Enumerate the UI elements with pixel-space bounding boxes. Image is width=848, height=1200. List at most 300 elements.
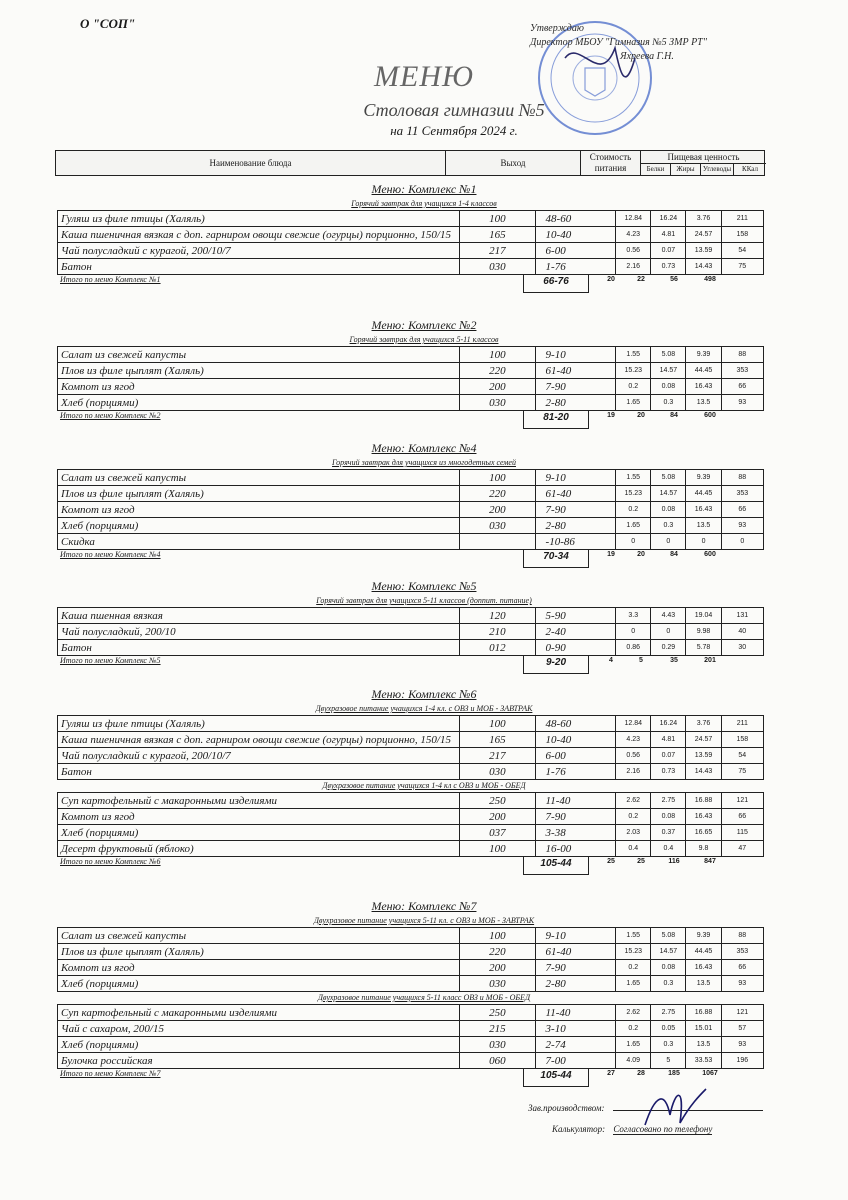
total-label: Итого по меню Комплекс №6: [60, 857, 161, 866]
kcal-value: 115: [721, 825, 763, 841]
dish-output: 030: [460, 518, 535, 534]
section-title: Меню: Комплекс №1: [371, 182, 477, 196]
protein-value: 1.65: [616, 976, 651, 992]
carbs-value: 16.43: [686, 809, 721, 825]
table-row: [58, 764, 764, 780]
dish-cost: 3-10: [535, 1021, 616, 1037]
dish-output: 030: [460, 764, 535, 780]
total-fat: 20: [637, 412, 645, 419]
carbs-value: 0: [686, 534, 721, 550]
dish-cost: 1-76: [535, 259, 616, 275]
table-row: [58, 809, 764, 825]
table-row: [58, 732, 764, 748]
carbs-value: 13.5: [686, 976, 721, 992]
dish-cost: -10-86: [535, 534, 616, 550]
dish-cost: 2-74: [535, 1037, 616, 1053]
kcal-value: 66: [721, 379, 763, 395]
page-title: МЕНЮ: [374, 60, 474, 93]
fat-value: 0.07: [651, 243, 686, 259]
carbs-value: 15.01: [686, 1021, 721, 1037]
protein-value: 1.55: [616, 470, 651, 486]
kcal-value: 88: [721, 347, 763, 363]
dish-name: Компот из ягод: [58, 502, 460, 518]
protein-value: 4.09: [616, 1053, 651, 1069]
kcal-value: 121: [721, 793, 763, 809]
dish-output: 200: [460, 502, 535, 518]
menu-section: [0, 181, 848, 293]
chief-label: Зав.производством:: [528, 1103, 605, 1113]
dish-output: 100: [460, 716, 535, 732]
menu-table: [57, 607, 764, 656]
dish-name: Каша пшенная вязкая: [58, 608, 460, 624]
kcal-value: 75: [721, 259, 763, 275]
total-protein: 25: [607, 858, 615, 865]
dish-output: 200: [460, 960, 535, 976]
group-subtitle: Двухразовое питание учащихся 1-4 кл. с ОВЗ и МОБ - ЗАВТРАК: [315, 704, 533, 713]
kcal-value: 131: [721, 608, 763, 624]
section-title: Меню: Комплекс №7: [371, 899, 477, 913]
table-row: [58, 944, 764, 960]
col-nutrition: [641, 151, 766, 175]
fat-value: 0.05: [651, 1021, 686, 1037]
table-row: [58, 1021, 764, 1037]
dish-cost: 7-90: [535, 379, 616, 395]
dish-output: [460, 534, 535, 550]
fat-value: 5.08: [651, 347, 686, 363]
dish-cost: 11-40: [535, 793, 616, 809]
dish-output: 250: [460, 793, 535, 809]
table-row: [58, 486, 764, 502]
col-output: Выход: [446, 151, 581, 175]
section-title: Меню: Комплекс №2: [371, 318, 477, 332]
menu-section: [0, 440, 848, 568]
dish-output: 210: [460, 624, 535, 640]
menu-section: [0, 317, 848, 429]
table-row: [58, 227, 764, 243]
group-subtitle: Горячий завтрак для учащихся 1-4 классов: [351, 199, 497, 208]
table-row: [58, 211, 764, 227]
total-fat: 28: [637, 1070, 645, 1077]
table-row: [58, 960, 764, 976]
total-label: Итого по меню Комплекс №4: [60, 550, 161, 559]
fat-value: 14.57: [651, 486, 686, 502]
dish-output: 250: [460, 1005, 535, 1021]
fat-value: 0.08: [651, 502, 686, 518]
dish-name: Хлеб (порциями): [58, 395, 460, 411]
total-label: Итого по меню Комплекс №1: [60, 275, 161, 284]
menu-table: [57, 927, 764, 992]
protein-value: 0.56: [616, 748, 651, 764]
fat-value: 14.57: [651, 363, 686, 379]
total-kcal: 600: [704, 551, 716, 558]
kcal-value: 54: [721, 748, 763, 764]
section-total: [0, 656, 848, 674]
dish-name: Каша пшеничная вязкая с доп. гарниром овощи свежие (огурцы) порционно, 150/15: [58, 227, 460, 243]
total-protein: 4: [609, 657, 613, 664]
dish-name: Плов из филе цыплят (Халяль): [58, 486, 460, 502]
dish-output: 220: [460, 486, 535, 502]
dish-name: Чай с сахаром, 200/15: [58, 1021, 460, 1037]
protein-value: 0.2: [616, 809, 651, 825]
dish-cost: 9-10: [535, 928, 616, 944]
menu-table: [57, 469, 764, 550]
fat-value: 0.73: [651, 764, 686, 780]
protein-value: 2.62: [616, 793, 651, 809]
kcal-value: 353: [721, 944, 763, 960]
total-cost: 105-44: [523, 857, 589, 875]
fat-value: 4.81: [651, 227, 686, 243]
dish-name: Салат из свежей капусты: [58, 928, 460, 944]
kcal-value: 158: [721, 227, 763, 243]
dish-cost: 2-40: [535, 624, 616, 640]
carbs-value: 13.5: [686, 1037, 721, 1053]
dish-output: 120: [460, 608, 535, 624]
protein-value: 0.86: [616, 640, 651, 656]
protein-value: 0.2: [616, 502, 651, 518]
total-protein: 20: [607, 276, 615, 283]
carbs-value: 13.5: [686, 395, 721, 411]
table-row: [58, 259, 764, 275]
calculator-value: Согласовано по телефону: [613, 1124, 713, 1134]
carbs-value: 13.59: [686, 243, 721, 259]
protein-value: 0.2: [616, 1021, 651, 1037]
dish-cost: 7-00: [535, 1053, 616, 1069]
carbs-value: 33.53: [686, 1053, 721, 1069]
total-kcal: 498: [704, 276, 716, 283]
table-row: [58, 793, 764, 809]
protein-value: 12.84: [616, 211, 651, 227]
carbs-value: 5.78: [686, 640, 721, 656]
col-fat: Жиры: [671, 163, 701, 175]
kcal-value: 93: [721, 1037, 763, 1053]
approval-line: Утверждаю: [530, 23, 584, 34]
carbs-value: 16.65: [686, 825, 721, 841]
dish-cost: 7-90: [535, 960, 616, 976]
carbs-value: 9.39: [686, 928, 721, 944]
dish-output: 100: [460, 470, 535, 486]
protein-value: 12.84: [616, 716, 651, 732]
menu-section: [0, 686, 848, 875]
dish-cost: 9-10: [535, 347, 616, 363]
kcal-value: 158: [721, 732, 763, 748]
fat-value: 4.43: [651, 608, 686, 624]
fat-value: 0: [651, 624, 686, 640]
dish-name: Батон: [58, 640, 460, 656]
dish-name: Салат из свежей капусты: [58, 470, 460, 486]
calculator-line: [552, 1124, 712, 1135]
dish-name: Каша пшеничная вязкая с доп. гарниром овощи свежие (огурцы) порционно, 150/15: [58, 732, 460, 748]
fat-value: 0.3: [651, 395, 686, 411]
protein-value: 0.2: [616, 379, 651, 395]
table-row: [58, 395, 764, 411]
dish-cost: 61-40: [535, 363, 616, 379]
menu-table: [57, 792, 764, 857]
dish-name: Хлеб (порциями): [58, 825, 460, 841]
fat-value: 0.08: [651, 809, 686, 825]
carbs-value: 14.43: [686, 259, 721, 275]
dish-cost: 10-40: [535, 227, 616, 243]
table-row: [58, 1037, 764, 1053]
table-row: [58, 518, 764, 534]
protein-value: 4.23: [616, 732, 651, 748]
dish-output: 200: [460, 379, 535, 395]
total-kcal: 201: [704, 657, 716, 664]
dish-cost: 7-90: [535, 809, 616, 825]
protein-value: 15.23: [616, 363, 651, 379]
menu-table: [57, 210, 764, 275]
total-cost: 81-20: [523, 411, 589, 429]
dish-name: Компот из ягод: [58, 960, 460, 976]
dish-output: 220: [460, 363, 535, 379]
dish-output: 100: [460, 347, 535, 363]
dish-output: 200: [460, 809, 535, 825]
carbs-value: 3.76: [686, 211, 721, 227]
total-fat: 25: [637, 858, 645, 865]
dish-name: Чай полусладкий, 200/10: [58, 624, 460, 640]
organization-name: О "СОП": [80, 16, 136, 31]
fat-value: 0.07: [651, 748, 686, 764]
total-label: Итого по меню Комплекс №2: [60, 411, 161, 420]
protein-value: 1.65: [616, 395, 651, 411]
fat-value: 14.57: [651, 944, 686, 960]
menu-table: [57, 346, 764, 411]
section-total: [0, 857, 848, 875]
dish-name: Суп картофельный с макаронными изделиями: [58, 1005, 460, 1021]
section-title: Меню: Комплекс №5: [371, 579, 477, 593]
dish-name: Чай полусладкий с курагой, 200/10/7: [58, 748, 460, 764]
dish-cost: 6-00: [535, 748, 616, 764]
total-kcal: 600: [704, 412, 716, 419]
fat-value: 2.75: [651, 793, 686, 809]
total-label: Итого по меню Комплекс №7: [60, 1069, 161, 1078]
kcal-value: 211: [721, 211, 763, 227]
fat-value: 0.3: [651, 976, 686, 992]
fat-value: 16.24: [651, 716, 686, 732]
fat-value: 0: [651, 534, 686, 550]
dish-name: Хлеб (порциями): [58, 1037, 460, 1053]
carbs-value: 16.43: [686, 960, 721, 976]
fat-value: 2.75: [651, 1005, 686, 1021]
fat-value: 5.08: [651, 470, 686, 486]
table-row: [58, 1053, 764, 1069]
total-protein: 27: [607, 1070, 615, 1077]
kcal-value: 66: [721, 809, 763, 825]
fat-value: 0.3: [651, 1037, 686, 1053]
total-carbs: 185: [668, 1070, 680, 1077]
kcal-value: 47: [721, 841, 763, 857]
fat-value: 0.08: [651, 379, 686, 395]
carbs-value: 24.57: [686, 732, 721, 748]
col-name: Наименование блюда: [56, 151, 446, 175]
protein-value: 3.3: [616, 608, 651, 624]
group-subtitle: Двухразовое питание учащихся 1-4 кл с ОВЗ и МОБ - ОБЕД: [322, 781, 526, 790]
table-header: [55, 150, 765, 176]
protein-value: 1.55: [616, 928, 651, 944]
total-fat: 5: [639, 657, 643, 664]
dish-output: 165: [460, 227, 535, 243]
dish-name: Салат из свежей капусты: [58, 347, 460, 363]
dish-cost: 2-80: [535, 518, 616, 534]
total-carbs: 84: [670, 551, 678, 558]
total-cost: 9-20: [523, 656, 589, 674]
dish-cost: 1-76: [535, 764, 616, 780]
kcal-value: 75: [721, 764, 763, 780]
dish-output: 030: [460, 395, 535, 411]
menu-section: [0, 898, 848, 1087]
dish-cost: 61-40: [535, 944, 616, 960]
dish-name: Булочка российская: [58, 1053, 460, 1069]
dish-cost: 9-10: [535, 470, 616, 486]
carbs-value: 44.45: [686, 363, 721, 379]
dish-cost: 2-80: [535, 976, 616, 992]
table-row: [58, 640, 764, 656]
menu-date: на 11 Сентября 2024 г.: [390, 123, 518, 138]
carbs-value: 44.45: [686, 944, 721, 960]
dish-name: Хлеб (порциями): [58, 976, 460, 992]
kcal-value: 40: [721, 624, 763, 640]
approval-line: Яхреева Г.Н.: [620, 51, 674, 62]
table-row: [58, 347, 764, 363]
fat-value: 5.08: [651, 928, 686, 944]
dish-output: 012: [460, 640, 535, 656]
kcal-value: 93: [721, 518, 763, 534]
dish-name: Скидка: [58, 534, 460, 550]
dish-cost: 7-90: [535, 502, 616, 518]
protein-value: 1.65: [616, 1037, 651, 1053]
total-protein: 19: [607, 551, 615, 558]
dish-name: Гуляш из филе птицы (Халяль): [58, 211, 460, 227]
dish-cost: 0-90: [535, 640, 616, 656]
fat-value: 4.81: [651, 732, 686, 748]
kcal-value: 93: [721, 395, 763, 411]
total-kcal: 847: [704, 858, 716, 865]
total-cost: 70-34: [523, 550, 589, 568]
dish-cost: 10-40: [535, 732, 616, 748]
approval-line: Директор МБОУ "Гимназия №5 ЗМР РТ": [530, 37, 707, 48]
protein-value: 0: [616, 624, 651, 640]
approval-block: [530, 22, 707, 64]
section-total: [0, 1069, 848, 1087]
dish-output: 037: [460, 825, 535, 841]
dish-output: 030: [460, 1037, 535, 1053]
carbs-value: 9.39: [686, 470, 721, 486]
total-kcal: 1067: [702, 1070, 718, 1077]
dish-name: Плов из филе цыплят (Халяль): [58, 944, 460, 960]
dish-name: Гуляш из филе птицы (Халяль): [58, 716, 460, 732]
kcal-value: 66: [721, 502, 763, 518]
total-carbs: 35: [670, 657, 678, 664]
carbs-value: 3.76: [686, 716, 721, 732]
dish-output: 060: [460, 1053, 535, 1069]
protein-value: 2.16: [616, 764, 651, 780]
total-carbs: 56: [670, 276, 678, 283]
dish-output: 165: [460, 732, 535, 748]
kcal-value: 54: [721, 243, 763, 259]
dish-cost: 16-00: [535, 841, 616, 857]
menu-section: [0, 578, 848, 674]
total-fat: 20: [637, 551, 645, 558]
fat-value: 0.4: [651, 841, 686, 857]
carbs-value: 16.88: [686, 1005, 721, 1021]
table-row: [58, 976, 764, 992]
protein-value: 0: [616, 534, 651, 550]
table-row: [58, 825, 764, 841]
kcal-value: 121: [721, 1005, 763, 1021]
dish-output: 100: [460, 928, 535, 944]
dish-name: Десерт фруктовый (яблоко): [58, 841, 460, 857]
menu-table: [57, 1004, 764, 1069]
dish-name: Суп картофельный с макаронными изделиями: [58, 793, 460, 809]
table-row: [58, 1005, 764, 1021]
carbs-value: 13.5: [686, 518, 721, 534]
fat-value: 0.29: [651, 640, 686, 656]
dish-cost: 2-80: [535, 395, 616, 411]
protein-value: 15.23: [616, 486, 651, 502]
protein-value: 2.03: [616, 825, 651, 841]
carbs-value: 16.88: [686, 793, 721, 809]
dish-name: Плов из филе цыплят (Халяль): [58, 363, 460, 379]
carbs-value: 19.04: [686, 608, 721, 624]
col-protein: Белки: [641, 163, 671, 175]
fat-value: 0.08: [651, 960, 686, 976]
table-row: [58, 716, 764, 732]
protein-value: 4.23: [616, 227, 651, 243]
kcal-value: 211: [721, 716, 763, 732]
kcal-value: 66: [721, 960, 763, 976]
protein-value: 2.16: [616, 259, 651, 275]
col-carbs: Углеводы: [701, 163, 734, 175]
kcal-value: 93: [721, 976, 763, 992]
table-row: [58, 608, 764, 624]
table-row: [58, 748, 764, 764]
protein-value: 0.4: [616, 841, 651, 857]
dish-output: 030: [460, 259, 535, 275]
section-title: Меню: Комплекс №6: [371, 687, 477, 701]
dish-cost: 5-90: [535, 608, 616, 624]
kcal-value: 88: [721, 470, 763, 486]
dish-output: 220: [460, 944, 535, 960]
section-title: Меню: Комплекс №4: [371, 441, 477, 455]
dish-output: 030: [460, 976, 535, 992]
section-total: [0, 411, 848, 429]
group-subtitle: Двухразовое питание учащихся 5-11 кл. с ОВЗ и МОБ - ЗАВТРАК: [313, 916, 535, 925]
dish-name: Батон: [58, 764, 460, 780]
group-subtitle: Горячий завтрак для учащихся 5-11 классов: [349, 335, 499, 344]
page-subtitle: Столовая гимназии №5: [363, 100, 545, 120]
table-row: [58, 379, 764, 395]
col-cost: Стоимость питания: [581, 151, 641, 175]
table-row: [58, 470, 764, 486]
kcal-value: 57: [721, 1021, 763, 1037]
carbs-value: 9.39: [686, 347, 721, 363]
kcal-value: 353: [721, 363, 763, 379]
dish-cost: 48-60: [535, 211, 616, 227]
carbs-value: 13.59: [686, 748, 721, 764]
kcal-value: 353: [721, 486, 763, 502]
group-subtitle: Двухразовое питание учащихся 5-11 класс ОВЗ и МОБ - ОБЕД: [317, 993, 531, 1002]
kcal-value: 88: [721, 928, 763, 944]
kcal-value: 0: [721, 534, 763, 550]
dish-cost: 3-38: [535, 825, 616, 841]
dish-cost: 61-40: [535, 486, 616, 502]
fat-value: 0.3: [651, 518, 686, 534]
dish-output: 217: [460, 243, 535, 259]
kcal-value: 30: [721, 640, 763, 656]
dish-output: 100: [460, 211, 535, 227]
section-total: [0, 275, 848, 293]
total-cost: 66-76: [523, 275, 589, 293]
total-carbs: 84: [670, 412, 678, 419]
